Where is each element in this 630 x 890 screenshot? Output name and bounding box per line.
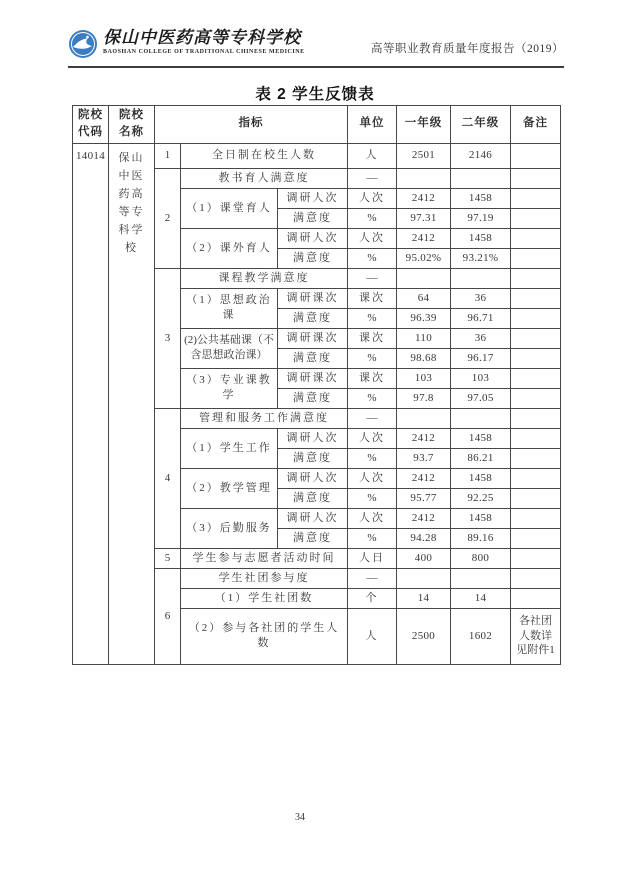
unit-cell: 课次 xyxy=(348,328,397,348)
grade2-cell: 1458 xyxy=(451,228,511,248)
grade2-cell: 2146 xyxy=(451,143,511,168)
grade1-cell: 2412 xyxy=(397,508,451,528)
unit-cell: 课次 xyxy=(348,288,397,308)
grade2-cell: 36 xyxy=(451,328,511,348)
grade1-cell: 64 xyxy=(397,288,451,308)
page-number: 34 xyxy=(295,812,305,823)
col-header-indicator: 指标 xyxy=(155,106,348,144)
grade2-cell: 800 xyxy=(451,548,511,568)
unit-cell: — xyxy=(348,268,397,288)
student-feedback-table xyxy=(72,105,561,665)
indicator-cell: （3）后勤服务 xyxy=(181,508,278,548)
grade2-cell: 1458 xyxy=(451,508,511,528)
grade2-cell: 86.21 xyxy=(451,448,511,468)
note-cell xyxy=(511,308,561,328)
note-cell xyxy=(511,348,561,368)
sub-indicator-cell: 调研课次 xyxy=(278,288,348,308)
unit-cell: % xyxy=(348,208,397,228)
note-cell xyxy=(511,368,561,388)
note-cell xyxy=(511,408,561,428)
sub-indicator-cell: 调研人次 xyxy=(278,428,348,448)
grade2-cell: 97.19 xyxy=(451,208,511,228)
grade1-cell: 2500 xyxy=(397,608,451,664)
indicator-cell: （1）课堂育人 xyxy=(181,188,278,228)
grade2-cell xyxy=(451,168,511,188)
grade1-cell: 2412 xyxy=(397,468,451,488)
sub-indicator-cell: 调研人次 xyxy=(278,188,348,208)
unit-cell: 人 xyxy=(348,143,397,168)
unit-cell: % xyxy=(348,488,397,508)
sub-indicator-cell: 满意度 xyxy=(278,488,348,508)
note-cell xyxy=(511,268,561,288)
note-cell xyxy=(511,508,561,528)
unit-cell: — xyxy=(348,168,397,188)
indicator-cell: 学生社团参与度 xyxy=(181,568,348,588)
indicator-cell: 管理和服务工作满意度 xyxy=(181,408,348,428)
sub-indicator-cell: 满意度 xyxy=(278,248,348,268)
grade2-cell: 92.25 xyxy=(451,488,511,508)
indicator-cell: （1）思想政治课 xyxy=(181,288,278,328)
row-number-cell: 2 xyxy=(155,168,181,268)
col-header-grade2: 二年级 xyxy=(451,106,511,144)
grade2-cell xyxy=(451,568,511,588)
indicator-cell: （2）教学管理 xyxy=(181,468,278,508)
unit-cell: 人 xyxy=(348,608,397,664)
row-number-cell: 1 xyxy=(155,143,181,168)
unit-cell: % xyxy=(348,248,397,268)
school-name-chinese: 保山中医药高等专科学校 xyxy=(103,28,301,47)
unit-cell: 个 xyxy=(348,588,397,608)
col-header-code: 院校代码 xyxy=(73,106,109,144)
col-header-note: 备注 xyxy=(511,106,561,144)
indicator-cell: （1）学生社团数 xyxy=(181,588,348,608)
note-cell xyxy=(511,208,561,228)
note-cell xyxy=(511,328,561,348)
unit-cell: 人次 xyxy=(348,508,397,528)
school-name-block xyxy=(103,28,305,55)
unit-cell: 人次 xyxy=(348,428,397,448)
indicator-cell: 课程教学满意度 xyxy=(181,268,348,288)
unit-cell: 课次 xyxy=(348,368,397,388)
grade2-cell: 89.16 xyxy=(451,528,511,548)
note-cell xyxy=(511,588,561,608)
grade1-cell: 2412 xyxy=(397,188,451,208)
sub-indicator-cell: 调研人次 xyxy=(278,468,348,488)
grade1-cell: 97.8 xyxy=(397,388,451,408)
grade2-cell: 96.71 xyxy=(451,308,511,328)
grade2-cell: 1458 xyxy=(451,188,511,208)
grade1-cell: 103 xyxy=(397,368,451,388)
indicator-cell: （1）学生工作 xyxy=(181,428,278,468)
sub-indicator-cell: 调研人次 xyxy=(278,228,348,248)
note-cell xyxy=(511,428,561,448)
unit-cell: % xyxy=(348,348,397,368)
note-cell xyxy=(511,228,561,248)
row-number-cell: 3 xyxy=(155,268,181,408)
document-header xyxy=(68,28,564,68)
note-cell xyxy=(511,448,561,468)
table-title: 表 2 学生反馈表 xyxy=(255,86,375,103)
grade2-cell: 1458 xyxy=(451,468,511,488)
grade2-cell xyxy=(451,268,511,288)
sub-indicator-cell: 满意度 xyxy=(278,348,348,368)
grade2-cell: 96.17 xyxy=(451,348,511,368)
grade1-cell xyxy=(397,168,451,188)
note-cell xyxy=(511,548,561,568)
note-cell xyxy=(511,488,561,508)
note-cell xyxy=(511,388,561,408)
grade1-cell: 93.7 xyxy=(397,448,451,468)
grade2-cell: 14 xyxy=(451,588,511,608)
grade1-cell: 14 xyxy=(397,588,451,608)
grade1-cell: 110 xyxy=(397,328,451,348)
grade1-cell xyxy=(397,268,451,288)
sub-indicator-cell: 满意度 xyxy=(278,208,348,228)
note-cell xyxy=(511,528,561,548)
sub-indicator-cell: 满意度 xyxy=(278,448,348,468)
sub-indicator-cell: 满意度 xyxy=(278,308,348,328)
sub-indicator-cell: 调研课次 xyxy=(278,368,348,388)
indicator-cell: 全日制在校生人数 xyxy=(181,143,348,168)
note-cell xyxy=(511,568,561,588)
unit-cell: 人次 xyxy=(348,228,397,248)
indicator-cell: 教书育人满意度 xyxy=(181,168,348,188)
indicator-cell: （2）课外育人 xyxy=(181,228,278,268)
grade1-cell: 97.31 xyxy=(397,208,451,228)
row-number-cell: 4 xyxy=(155,408,181,548)
table-header-row xyxy=(73,106,561,144)
unit-cell: % xyxy=(348,308,397,328)
note-cell xyxy=(511,188,561,208)
grade1-cell: 96.39 xyxy=(397,308,451,328)
note-cell xyxy=(511,248,561,268)
grade2-cell: 1602 xyxy=(451,608,511,664)
indicator-cell: (2)公共基础课（不含思想政治课） xyxy=(181,328,278,368)
grade2-cell: 97.05 xyxy=(451,388,511,408)
grade2-cell: 36 xyxy=(451,288,511,308)
grade1-cell: 95.02% xyxy=(397,248,451,268)
unit-cell: — xyxy=(348,408,397,428)
unit-cell: 人次 xyxy=(348,188,397,208)
grade1-cell: 95.77 xyxy=(397,488,451,508)
note-cell xyxy=(511,468,561,488)
indicator-cell: （2）参与各社团的学生人数 xyxy=(181,608,348,664)
college-name-cell: 保山中医药高等专科学校 xyxy=(109,143,155,664)
grade1-cell: 2501 xyxy=(397,143,451,168)
sub-indicator-cell: 满意度 xyxy=(278,528,348,548)
note-cell xyxy=(511,168,561,188)
col-header-unit: 单位 xyxy=(348,106,397,144)
report-title: 高等职业教育质量年度报告（2019） xyxy=(371,43,564,55)
grade1-cell: 94.28 xyxy=(397,528,451,548)
school-name-english: BAOSHAN COLLEGE OF TRADITIONAL CHINESE MEDICINE xyxy=(103,49,305,55)
unit-cell: % xyxy=(348,448,397,468)
grade1-cell xyxy=(397,408,451,428)
unit-cell: — xyxy=(348,568,397,588)
college-code-cell: 14014 xyxy=(73,143,109,664)
grade1-cell: 2412 xyxy=(397,428,451,448)
note-cell: 各社团人数详见附件1 xyxy=(511,608,561,664)
col-header-grade1: 一年级 xyxy=(397,106,451,144)
grade1-cell: 98.68 xyxy=(397,348,451,368)
grade2-cell: 1458 xyxy=(451,428,511,448)
sub-indicator-cell: 满意度 xyxy=(278,388,348,408)
unit-cell: 人次 xyxy=(348,468,397,488)
row-number-cell: 6 xyxy=(155,568,181,664)
indicator-cell: 学生参与志愿者活动时间 xyxy=(181,548,348,568)
note-cell xyxy=(511,143,561,168)
grade1-cell xyxy=(397,568,451,588)
unit-cell: % xyxy=(348,528,397,548)
grade2-cell: 103 xyxy=(451,368,511,388)
unit-cell: 人日 xyxy=(348,548,397,568)
indicator-cell: （3）专业课教学 xyxy=(181,368,278,408)
school-brand xyxy=(68,28,305,59)
row-number-cell: 5 xyxy=(155,548,181,568)
table-row xyxy=(73,143,561,168)
grade1-cell: 2412 xyxy=(397,228,451,248)
grade2-cell xyxy=(451,408,511,428)
sub-indicator-cell: 调研人次 xyxy=(278,508,348,528)
note-cell xyxy=(511,288,561,308)
unit-cell: % xyxy=(348,388,397,408)
grade2-cell: 93.21% xyxy=(451,248,511,268)
sub-indicator-cell: 调研课次 xyxy=(278,328,348,348)
grade1-cell: 400 xyxy=(397,548,451,568)
school-logo-icon xyxy=(68,28,98,59)
col-header-name: 院校名称 xyxy=(109,106,155,144)
